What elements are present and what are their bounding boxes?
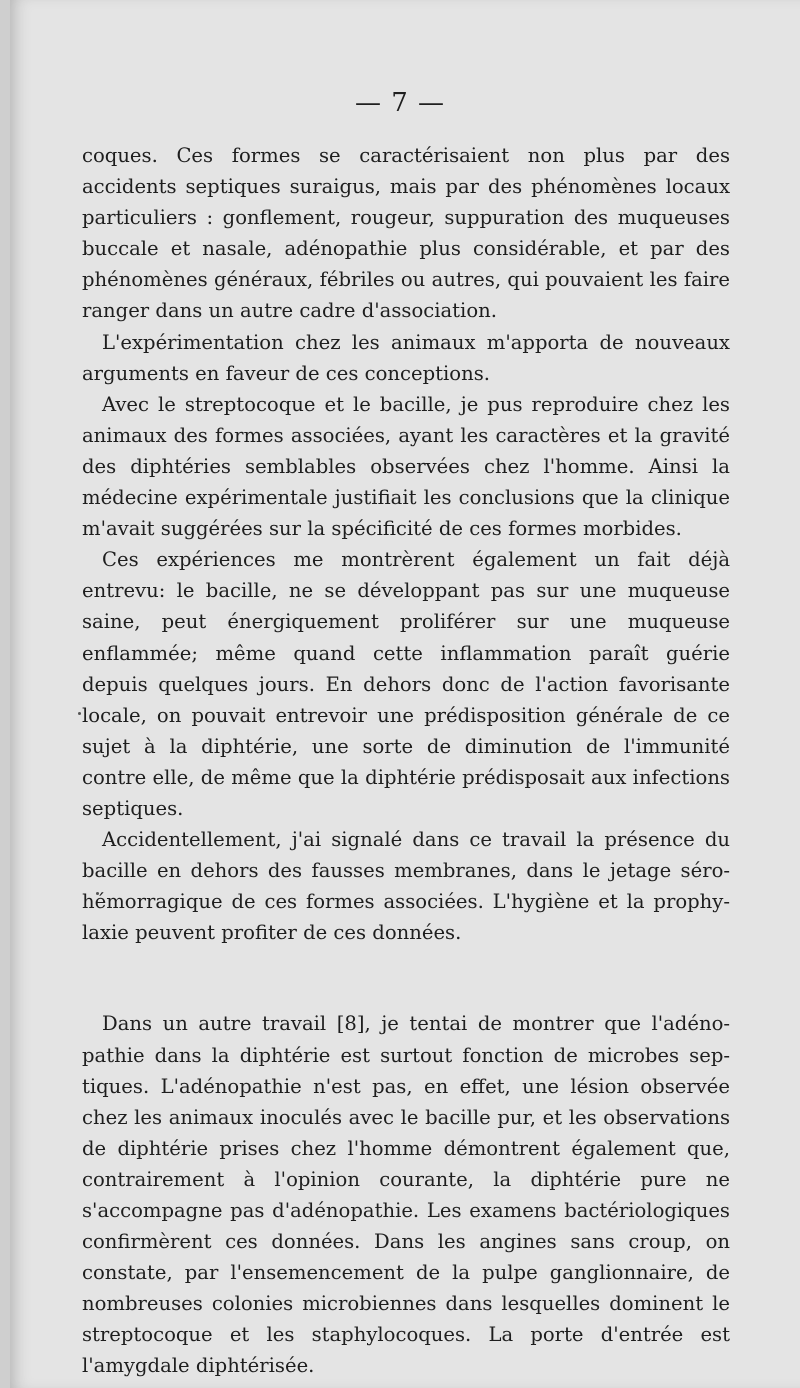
paragraph: Avec le streptocoque et le bacille, je pus reproduire chez les animaux des formes associées, ayant les caractères et la gravité des diphtéries semblables observées chez l'homme. Ainsi la médecine expérimentale justifiait les conclusions que la clinique m'avait suggérées sur la spécificité de ces formes morbides.	[82, 392, 730, 541]
page-number: — 7 —	[354, 88, 446, 118]
section-gap	[82, 948, 730, 1008]
paragraph: Accidentellement, j'ai signalé dans ce travail la présence du bacille en dehors des fausses membranes, dans le jetage sérohémorragique de ces formes associées. L'hygiène et la prophylaxie peuvent profiter de ces données.	[82, 828, 730, 945]
body-text	[82, 140, 730, 1382]
paragraph: coques. Ces formes se caractérisaient non plus par des accidents septiques suraigus, mais par des phénomènes locaux particuliers : gonflement, rougeur, suppuration des muqueuses buccale et nasale, adénopathie plus considérable, et par des phénomènes généraux, fébriles ou autres, qui pouvaient les faire ranger dans un autre cadre d'association.	[82, 144, 730, 323]
paragraph: Ces expériences me montrèrent également un fait déjà entrevu: le bacille, ne se développant pas sur une muqueuse saine, peut énergiquement proliférer sur une muqueuse enflammée; même quand cette inflammation paraît guérie depuis quelques jours. En dehors donc de l'action favorisante locale, on pouvait entrevoir une prédisposition générale de ce sujet à la diphtérie, une sorte de diminution de l'immunité contre elle, de même que la diphtérie prédisposait aux infections septiques.	[82, 548, 730, 820]
paragraph: L'expérimentation chez les animaux m'apporta de nouveaux arguments en faveur de ces conceptions.	[82, 330, 730, 385]
paragraph: Dans un autre travail [8], je tentai de montrer que l'adénopathie dans la diphtérie est surtout fonction de microbes septiques. L'adénopathie n'est pas, en effet, une lésion observée chez les animaux inoculés avec le bacille pur, et les observations de diphtérie prises chez l'homme démontrent également que, contrairement à l'opinion courante, la diphtérie pure ne s'accompagne pas d'adénopathie. Les examens bactériologiques confirmèrent ces données. Dans les angines sans croup, on constate, par l'ensemencement de la pulpe ganglionnaire, de nombreuses colonies microbiennes dans lesquelles dominent le streptocoque et les staphylocoques. La porte d'entrée est l'amygdale diphtérisée.	[82, 1012, 730, 1378]
ink-speck	[78, 712, 81, 715]
